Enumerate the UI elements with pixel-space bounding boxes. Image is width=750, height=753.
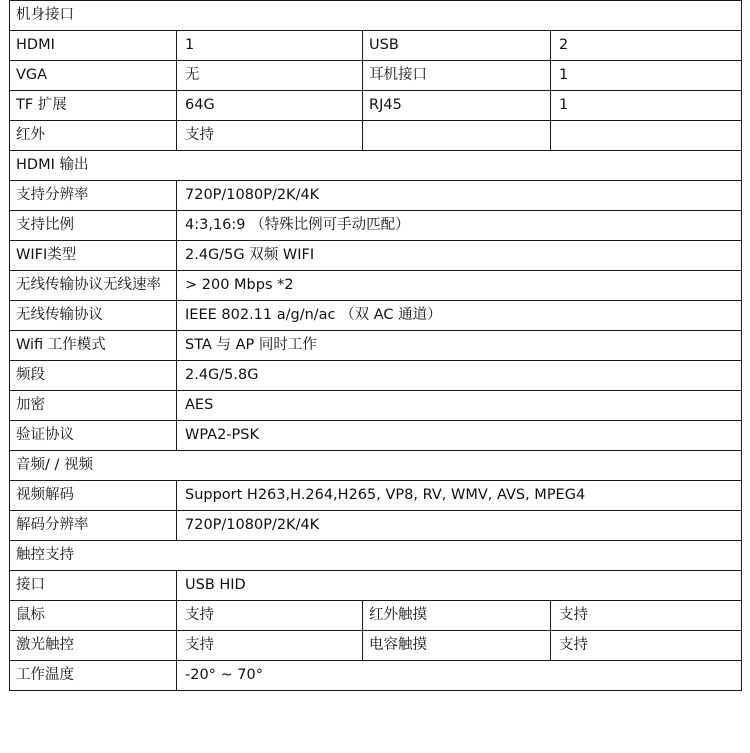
spec-value: STA 与 AP 同时工作 <box>177 331 742 361</box>
spec-label: RJ45 <box>363 91 551 121</box>
table-row <box>10 121 742 151</box>
spec-label: 支持比例 <box>10 211 177 241</box>
spec-value: 支持 <box>177 631 363 661</box>
spec-label: 红外触摸 <box>363 601 551 631</box>
spec-label: 加密 <box>10 391 177 421</box>
spec-value: 1 <box>177 31 363 61</box>
spec-label: TF 扩展 <box>10 91 177 121</box>
spec-value: 2 <box>551 31 742 61</box>
spec-value: Support H263,H.264,H265, VP8, RV, WMV, AVS, MPEG4 <box>177 481 742 511</box>
spec-table <box>9 0 742 691</box>
spec-label: 耳机接口 <box>363 61 551 91</box>
spec-value: USB HID <box>177 571 742 601</box>
spec-label <box>363 121 551 151</box>
spec-label: WIFI类型 <box>10 241 177 271</box>
table-row <box>10 361 742 391</box>
table-row <box>10 31 742 61</box>
spec-label: 解码分辨率 <box>10 511 177 541</box>
table-row <box>10 181 742 211</box>
spec-value: -20° ~ 70° <box>177 661 742 691</box>
spec-label: 验证协议 <box>10 421 177 451</box>
spec-label: 无线传输协议无线速率 <box>10 271 177 301</box>
section-header-row <box>10 541 742 571</box>
section-header-row <box>10 151 742 181</box>
spec-label: Wifi 工作模式 <box>10 331 177 361</box>
spec-value: 4:3,16:9 （特殊比例可手动匹配） <box>177 211 742 241</box>
spec-value: WPA2-PSK <box>177 421 742 451</box>
spec-value: 支持 <box>177 121 363 151</box>
spec-label: 视频解码 <box>10 481 177 511</box>
table-row <box>10 241 742 271</box>
spec-label: 频段 <box>10 361 177 391</box>
table-row <box>10 271 742 301</box>
spec-label: 无线传输协议 <box>10 301 177 331</box>
section-title: 机身接口 <box>10 1 742 31</box>
table-row <box>10 211 742 241</box>
spec-label: HDMI <box>10 31 177 61</box>
spec-value: 2.4G/5.8G <box>177 361 742 391</box>
spec-value <box>551 121 742 151</box>
table-row <box>10 391 742 421</box>
spec-value: 支持 <box>551 601 742 631</box>
section-title: HDMI 输出 <box>10 151 742 181</box>
spec-value: 720P/1080P/2K/4K <box>177 511 742 541</box>
spec-value: 2.4G/5G 双频 WIFI <box>177 241 742 271</box>
spec-label: VGA <box>10 61 177 91</box>
table-row <box>10 331 742 361</box>
table-row <box>10 601 742 631</box>
table-row <box>10 511 742 541</box>
spec-value: 支持 <box>551 631 742 661</box>
spec-value: 1 <box>551 91 742 121</box>
section-title: 音频/ / 视频 <box>10 451 742 481</box>
spec-label: 鼠标 <box>10 601 177 631</box>
spec-value: 1 <box>551 61 742 91</box>
section-title: 触控支持 <box>10 541 742 571</box>
table-row <box>10 661 742 691</box>
spec-label: USB <box>363 31 551 61</box>
section-header-row <box>10 451 742 481</box>
table-row <box>10 91 742 121</box>
spec-value: IEEE 802.11 a/g/n/ac （双 AC 通道） <box>177 301 742 331</box>
table-row <box>10 571 742 601</box>
spec-value: 支持 <box>177 601 363 631</box>
spec-table-body <box>10 1 742 691</box>
table-row <box>10 631 742 661</box>
table-row <box>10 301 742 331</box>
table-row <box>10 421 742 451</box>
spec-label: 激光触控 <box>10 631 177 661</box>
section-header-row <box>10 1 742 31</box>
spec-label: 工作温度 <box>10 661 177 691</box>
spec-value: 720P/1080P/2K/4K <box>177 181 742 211</box>
spec-label: 接口 <box>10 571 177 601</box>
spec-value: > 200 Mbps *2 <box>177 271 742 301</box>
spec-value: 64G <box>177 91 363 121</box>
table-row <box>10 61 742 91</box>
spec-value: AES <box>177 391 742 421</box>
spec-label: 支持分辨率 <box>10 181 177 211</box>
spec-label: 红外 <box>10 121 177 151</box>
spec-value: 无 <box>177 61 363 91</box>
table-row <box>10 481 742 511</box>
spec-label: 电容触摸 <box>363 631 551 661</box>
